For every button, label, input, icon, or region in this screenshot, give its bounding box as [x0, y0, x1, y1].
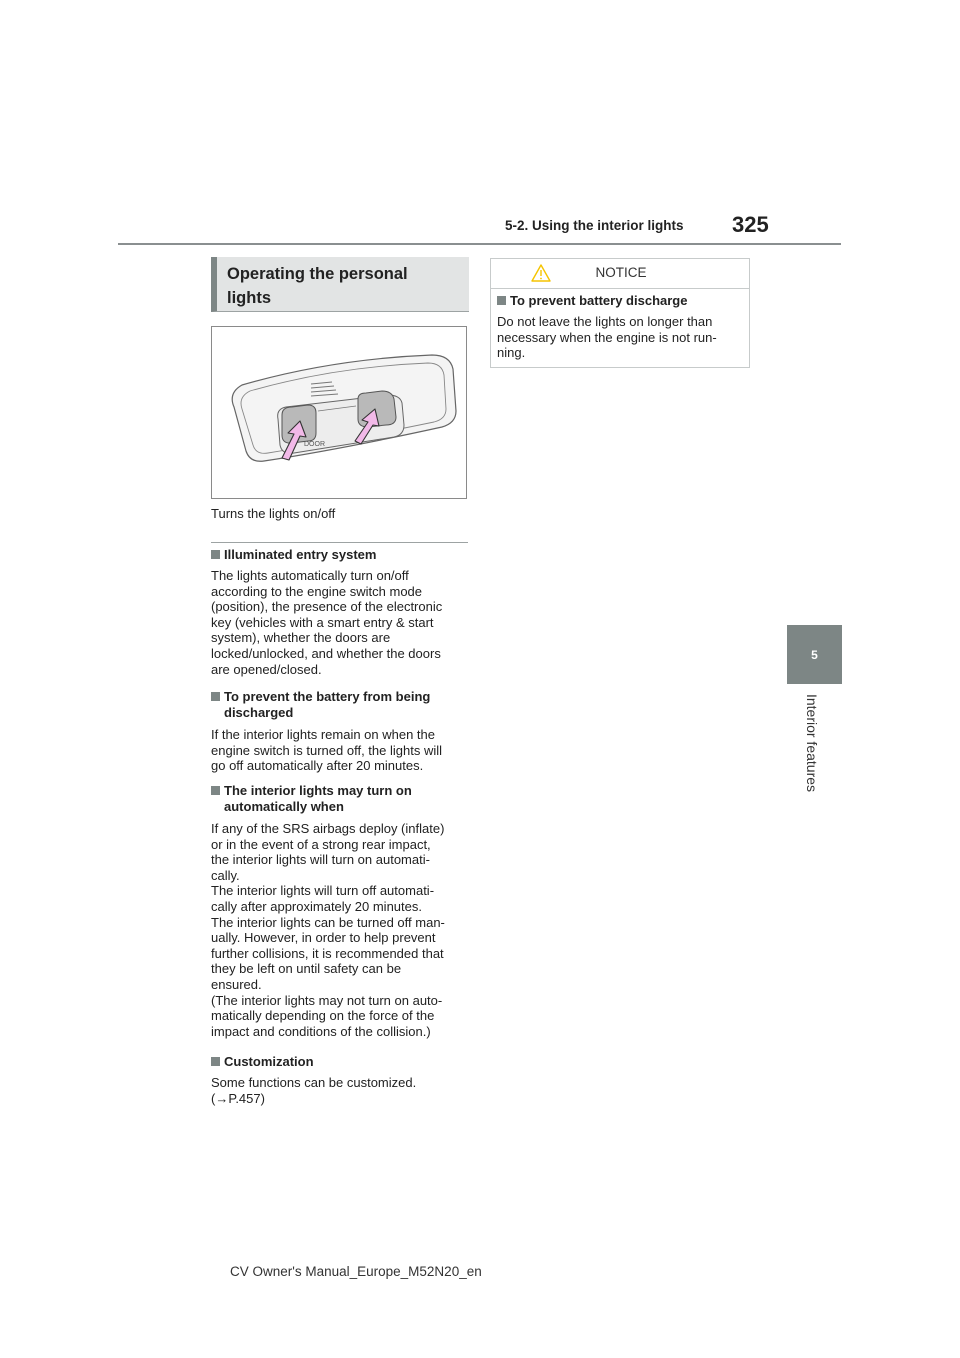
bullet-square-icon [211, 692, 220, 701]
caption-divider [211, 542, 468, 543]
chapter-title: Interior features [804, 693, 820, 793]
subheading-battery-discharge: To prevent the battery from being discharged [211, 689, 430, 721]
bullet-square-icon [211, 786, 220, 795]
section-title: 5-2. Using the interior lights [505, 218, 684, 233]
overhead-console-illustration [212, 327, 466, 498]
notice-box [490, 258, 750, 368]
figure-frame [211, 326, 467, 499]
page-number: 325 [732, 212, 769, 237]
bullet-square-icon [211, 550, 220, 559]
chapter-label [757, 688, 867, 798]
heading-line-1: Operating the personal [227, 265, 408, 283]
header-divider [118, 243, 841, 245]
section-heading [227, 262, 462, 310]
figure-caption: Turns the lights on/off [211, 506, 336, 521]
bullet-square-icon [211, 1057, 220, 1066]
notice-label: NOTICE [595, 265, 647, 280]
subheading-lights-turn-on: The interior lights may turn on automatically when [211, 783, 412, 815]
notice-header [491, 259, 749, 289]
page-reference-link[interactable]: (→P.457) [211, 1090, 265, 1106]
chapter-number: 5 [811, 647, 818, 662]
chapter-tab [787, 625, 842, 684]
heading-line-2: lights [227, 289, 271, 307]
paragraph-customization: Some functions can be customized. (→P.457) [211, 1075, 469, 1106]
section-heading-box [211, 257, 469, 312]
subheading-illuminated-entry: Illuminated entry system [211, 547, 376, 563]
notice-title: To prevent battery discharge [497, 293, 687, 308]
paragraph-lights-turn-on: If any of the SRS airbags deploy (inflate) or in the event of a strong rear impact, the interior lights will turn on automati- cally. The interior lights will turn off automati- cally after approximately 20 minutes. The interior lights can be turned off man- ually. However, in order to help prevent further collisions, it is recommended that they be left on until safety can be ensured. (The interior lights may not turn on auto- matically depending on the force of the impact and conditions of the collision.) [211, 821, 445, 1039]
notice-body: Do not leave the lights on longer than necessary when the engine is not run- ning. [497, 314, 717, 361]
paragraph-illuminated-entry: The lights automatically turn on/off according to the engine switch mode (position), the presence of the electronic key (vehicles with a smart entry & start system), whether the doors are locked/unlocked, and whether the doors are opened/closed. [211, 568, 443, 677]
subheading-customization: Customization [211, 1054, 314, 1070]
paragraph-battery-discharge: If the interior lights remain on when the engine switch is turned off, the lights will go off automatically after 20 minutes. [211, 727, 442, 774]
footer-manual-id: CV Owner's Manual_Europe_M52N20_en [230, 1264, 482, 1279]
bullet-square-icon [497, 296, 506, 305]
svg-text:DOOR: DOOR [304, 441, 325, 448]
